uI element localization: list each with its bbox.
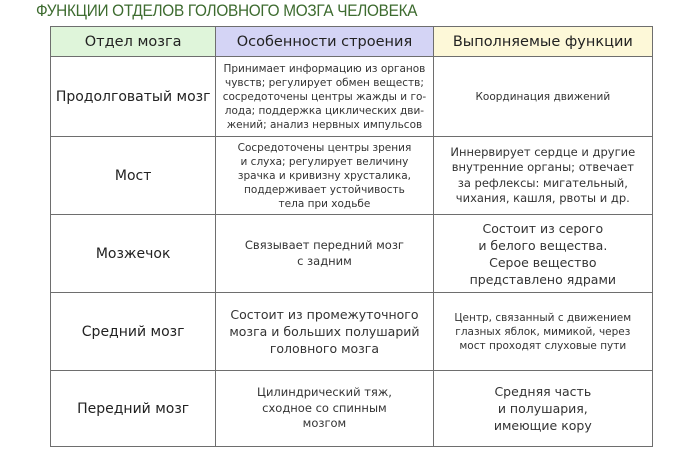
page-title: ФУНКЦИИ ОТДЕЛОВ ГОЛОВНОГО МОЗГА ЧЕЛОВЕКА — [36, 2, 418, 20]
text-line: Связывает передний мозг — [244, 238, 404, 252]
text-line: Иннервирует сердце и другие — [450, 144, 636, 159]
text-line: Цилиндрический тяж, — [257, 385, 392, 400]
text-line: Состоит из серого — [482, 220, 604, 236]
text-line: Сосредоточены центры зрения — [237, 141, 412, 154]
header-structure: Особенности строения — [216, 27, 433, 57]
text-line: Принимает информацию из органов — [223, 62, 426, 75]
text-line: сходное со спинным — [262, 400, 387, 415]
structure-cell — [216, 215, 433, 293]
functions-cell — [433, 57, 652, 137]
text-line: имеющие кору — [493, 418, 592, 433]
text-line: головного мозга — [269, 341, 380, 356]
text-line: Серое вещество — [489, 254, 597, 270]
text-line: мозга и больших полушарий — [229, 324, 420, 339]
text-line: Состоит из промежуточного — [230, 307, 419, 322]
functions-cell — [433, 215, 652, 293]
text-line: глазных яблок, мимикой, через — [455, 325, 631, 338]
header-functions: Выполняемые функции — [433, 27, 652, 57]
functions-cell — [433, 137, 652, 215]
structure-cell — [216, 137, 433, 215]
functions-cell — [433, 293, 652, 371]
text-line: поддерживает устойчивость — [244, 183, 405, 196]
table-row — [51, 57, 653, 137]
part-cell: Передний мозг — [51, 371, 216, 447]
text-line: лода; поддержка циклических дви- — [224, 104, 425, 117]
text-line: и полушария, — [497, 401, 588, 416]
structure-cell — [216, 293, 433, 371]
text-line: Координация движений — [475, 90, 611, 103]
text-line: мозгом — [302, 416, 347, 431]
header-part: Отдел мозга — [51, 27, 216, 57]
part-cell: Средний мозг — [51, 293, 216, 371]
structure-cell — [216, 371, 433, 447]
text-line: Средняя часть — [494, 384, 592, 399]
header-row — [51, 27, 653, 57]
part-cell: Мост — [51, 137, 216, 215]
text-line: и слуха; регулирует величину — [240, 155, 409, 168]
text-line: чувств; регулирует обмен веществ; — [225, 76, 424, 89]
text-line: представлено ядрами — [469, 271, 617, 287]
structure-cell — [216, 57, 433, 137]
functions-cell — [433, 371, 652, 447]
text-line: с задним — [297, 253, 352, 268]
text-line: чихания, кашля, рвоты и др. — [455, 191, 630, 205]
text-line: Центр, связанный с движением — [454, 311, 632, 324]
text-line: жений; анализ нервных импульсов — [226, 118, 423, 131]
text-line: тела при ходьбе — [278, 197, 371, 210]
text-line: за рефлексы: мигательный, — [457, 175, 628, 190]
text-line: внутренние органы; отвечает — [451, 160, 634, 174]
text-line: зрачка и кривизну хрусталика, — [237, 169, 411, 182]
part-cell: Продолговатый мозг — [51, 57, 216, 137]
table-row — [51, 293, 653, 371]
table-row — [51, 137, 653, 215]
brain-functions-table — [50, 26, 653, 447]
table-row — [51, 215, 653, 293]
text-line: сосредоточены центры жажды и го- — [222, 90, 427, 103]
table-row — [51, 371, 653, 447]
part-cell: Мозжечок — [51, 215, 216, 293]
text-line: и белого вещества. — [478, 237, 608, 253]
text-line: мост проходят слуховые пути — [459, 339, 627, 352]
